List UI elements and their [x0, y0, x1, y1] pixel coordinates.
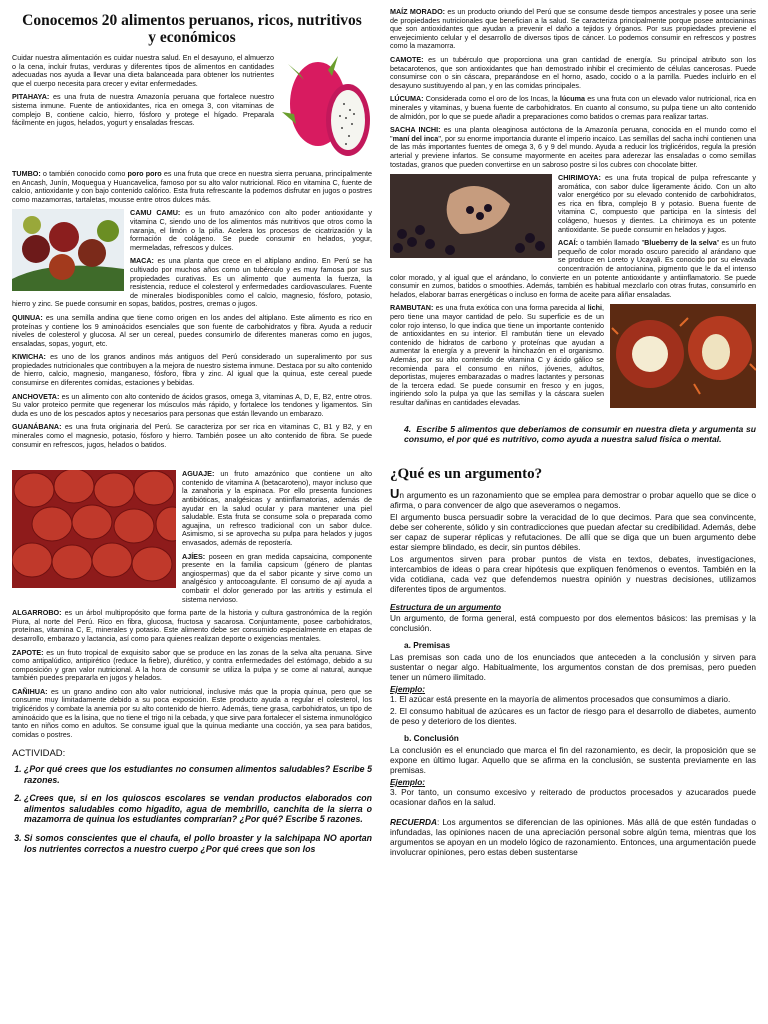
right-column — [390, 8, 756, 865]
chirimoya-text: CHIRIMOYA: es una fruta tropical de pulpa refrescante y aromática, con sabor dulce ligeramente ácido. Con un alto valor energético por su elevado contenido de carbohidratos, es rica en fibra, complejo B y potasio. Buena fuente de vitamina C, compuesto que participa en la síntesis del colágeno, huesos y dientes. La chirimoya es un potente antioxidante. Se puede consumir en helados y jugos. — [558, 173, 756, 234]
rambutan-image — [610, 304, 756, 413]
conclusion-example: 3. Por tanto, un consumo excesivo y reiterado de productos procesados y azucarados puede ocasionar daños en la salud. — [390, 786, 756, 807]
activity-section — [12, 749, 372, 854]
activity-heading: ACTIVIDAD: — [12, 748, 66, 760]
lucuma-text: LÚCUMA: Considerada como el oro de los Incas, la lúcuma es una fruta con un elevado valor nutricional, rica en minerales y vitaminas, y buena fuente de carbohidratos. En cuanto al consumo, su pulpa tiene un alto contenido de almidón, por lo que se puede añadir a preparaciones como batidos o cremas para realizar tartas. — [390, 94, 756, 121]
conclusion-heading: b. Conclusión — [404, 732, 459, 743]
aguaje-text: AGUAJE: un fruto amazónico que contiene un alto contenido de vitamina A (betacaroteno), mayor incluso que la zanahoria y la espinaca. Por ello presenta funciones antibióticas, analgésicas y antiinflamatorias, además de ayudar en la salud ocular y para mantener una piel saludable. Esta fruta se consume sola o preparada como aguajina, un refresco tradicional con un sabor dulce. Asimismo, si se aprovecha su pulpa para helados y jugos envasados, además de repostería. — [182, 469, 372, 547]
ajies-text: AJÍES: poseen en gran medida capsaicina, componente presente en la familia capsicum (género de plantas angiospermas) que da el sabor picante y sirve como un analgésico y antocoagulante. El consumo de ají ayuda a combatir el dolor generado por las artritis y estimula el sistema nervioso. — [182, 551, 372, 604]
tumbo-text: TUMBO: o también conocido como poro poro es una fruta que crece en nuestra sierra peruana, principalmente en Ancash, Junín, Moquegua y Huancavelica, famoso por su alto valor nutricional. Rico en vitamina C, fuente de calcio, antioxidante y con bajo contenido calórico. Esta fruta refrescante la podemos disfrutar en jugos o postres como mazamorras, tartaletas, mousse entre otros dulces más. — [12, 169, 373, 204]
activity-item-2: 2. ¿Crees que, si en los quioscos escolares se vendan productos elaborados con alimentos saludables como higadito, agua de membrillo, canchita de la sierra o mazamorra de quinua los estudiantes comprarían? ¿Por qué? Escribe 5 razones. — [24, 793, 372, 825]
conclusion-text: La conclusión es el enunciado que marca el fin del razonamiento, es decir, la proposición que se expone en último lugar. Aquello que se afirma en la conclusión, se sustenta previamente en las premisas. — [390, 744, 756, 775]
conclusion-example-label: Ejemplo: — [390, 776, 426, 787]
activity-item-4: 4. Escribe 5 alimentos que deberíamos de consumir en nuestra dieta y argumenta su consumo, el por qué es nutritivo, como ayuda a nuestra salud física o mental. — [404, 423, 756, 444]
premisas-example-label: Ejemplo: — [390, 683, 426, 694]
rambutan-text: RAMBUTAN: es una fruta exótica con una forma parecida al lichi, pero tiene una mayor cantidad de pelo. Su superficie es de un color rojo intenso, lo que indica que tiene un importante contenido de antioxidantes en su interior. El rambután tiene un elevado contenido de hidratos de carbono y proteínas que ayudan a aumentar la energía y a prevenir la hinchazón en el organismo. Además, por su alto contenido de vitamina C y ácido gálico se recomienda para el consumo en niños, jóvenes, adultos, deportistas, mujeres embarazadas o madres lactantes y personas de la tercera edad. Se puede consumir en fresco y en jugos, ingiriendo solo la pulpa ya que las semillas y la cáscara suelen resultar dañinas en cantidades elevadas. — [390, 303, 604, 407]
maiz-morado-text: MAÍZ MORADO: es un producto oriundo del Perú que se consume desde tiempos ancestrales y posee una serie de propiedades nutricionales que benefician a la salud. Se caracteriza principalmente porque posee antocianinas que son antioxidantes que ayudan a prevenir el daño a tejidos y órganos. Por sus propiedades previene el envejecimiento celular y el desarrollo de diversos tipos de cáncer. Lo podemos consumir en refrescos y postres como la mazamorra. — [390, 7, 756, 51]
intro-text: Cuidar nuestra alimentación es cuidar nuestra salud. En el desayuno, el almuerzo o la cena, incluir frutas, verduras y diferentes tipos de alimentos en cantidades adecuadas nos ayuda a llevar una dieta balanceada para obtener los nutrientes que el cuerpo necesita para crecer y evitar enfermedades. — [12, 53, 274, 88]
argument-p2: El argumento busca persuadir sobre la veracidad de lo que decimos. Para que sea convincente, debe ser coherente, sólido y sin contradicciones que puedan afectar su credibilidad. Además, debe ser capaz de superar réplicas y refutaciones. De allí que se diga que un buen argumento debe estar siempre blindado, es decir, sin puntos débiles. — [390, 511, 756, 552]
recuerda-note: RECUERDA: Los argumentos se diferencian de las opiniones. Más allá de que estén fundadas o infundadas, las opiniones nacen de una apreciación personal sobre algún tema, mientras que los argumentos se apoyan en un modelo lógico de razonamiento. Entonces, una argumentación puede involucrar opiniones, pero estas deben sustentarse — [390, 816, 756, 857]
canihua-text: CAÑIHUA: es un grano andino con alto valor nutricional, inclusive más que la propia quinua, pero que se consume muy limitadamente debido a su poca exposición. Este producto ayuda a regular el colesterol, los triglicéridos y combate la anemia por su alto contenido de hierro. Además, tiene grasa, carbohidratos, un tipo de aminoácido que es la lisina, que no tiene el trigo ni la cebada, y que sirve para fortalecer el sistema inmunológico tanto en niños como en adultos. Se consume igual que la quinua mediante una cocción, ya sea para batidos, comidas o postres. — [12, 686, 372, 739]
acai-image — [390, 174, 552, 263]
argument-p3: Los argumentos sirven para probar puntos de vista en textos, debates, investigaciones, intercambios de ideas o para crear hipótesis que expliquen fenómenos o eventos. También en la vida cotidiana, cada vez que defendemos nuestra opinión y nuestras decisiones, utilizamos diferentes tipos de argumentos. — [390, 553, 756, 594]
camu-camu-text: CAMU CAMU: es un fruto amazónico con alto poder antioxidante y vitamina C, siendo uno de los alimentos más nutritivos que otros como la naranja, el limón o la piña. Acelera los procesos de cicatrización y la formación de colágeno. Se puede consumir en helados, yogur, mermeladas, refrescos y dulces. — [130, 208, 372, 252]
algarrobo-text: ALGARROBO: es un árbol multipropósito que forma parte de la historia y cultura gastronómica de la región Piura, al norte del Perú. Rico en fibra, glucosa, fructosa y sacarosa. Conjuntamente, posee carbohidratos, proteínas, vitamina C, E, minerales y potasio. Este alimento debe ser consumido especialmente en etapas de desarrollo, embarazo y lactancia, así como para quienes realizan deporte o exigencias mentales. — [12, 608, 372, 643]
camote-text: CAMOTE: es un tubérculo que proporciona una gran cantidad de energía. Su principal atributo son los betacarotenos, que son antioxidantes que han demostrado inhibir el crecimiento de células cancerosas. Puede consumirse con o sin cáscara, preparándose en el horno, asado, cocido o a la parrilla. Puedes incluirlo en el desayuno sustituyendo al pan, y en las comidas principales. — [390, 54, 756, 90]
premisas-heading: a. Premisas — [404, 639, 451, 650]
aguaje-image — [12, 470, 176, 593]
pitahaya-text: PITAHAYA: es una fruta de nuestra Amazonía peruana que fortalece nuestro sistema inmune. Fuente de antioxidantes, rica en omega 3, con vitaminas de complejo B, contiene calcio, hierro, fósforo y protege el hígado. Preparala fácilmente en jugos, helados, yogurt y ensaladas frescas. — [12, 92, 274, 128]
premisas-text: Las premisas son cada uno de los enunciados que anteceden a la conclusión y sirven para sustentar o negar algo. Habitualmente, los argumentos constan de dos premisas, pero pueden tener un número ilimitado. — [390, 651, 756, 682]
argument-heading: ¿Qué es un argumento? — [390, 465, 543, 482]
quinua-text: QUINUA: es una semilla andina que tiene como origen en los andes del altiplano. Este alimento es rico en proteínas y contiene los 9 aminoácidos esenciales que son fuente de carbohidratos y fibra. Ayuda a reducir niveles de colesterol y glucosa. Al ser un cereal, puedes consumirlo de diferentes maneras como en jugos, ensaladas, sopas, yogurt, etc. — [12, 312, 372, 348]
sacha-inchi-text: SACHA INCHI: es una planta oleaginosa autóctona de la Amazonía peruana, conocida en el mundo como el "maní del inca", por su enorme importancia durante el imperio incaico. Las semillas del sacha inchi contienen una de las más importantes fuentes de omega 3, 6 y 9 del mundo. Ayuda a reducir los triglicéridos, regula la presión arterial y previene infartos. Se consume mayormente en aceites para aderezar las ensaladas o como semillas tostadas, granos que pueden convertirse en un sabroso postre si los cubres con chocolate bitter. — [390, 125, 756, 169]
guanabana-text: GUANÁBANA: es una fruta originaria del Perú. Se caracteriza por ser rica en vitaminas C, B1 y B2, y en minerales como el magnesio, potasio, fósforo y hierro. También posee un alto contenido de fibra. Se puede consumir en refrescos, jugos, helados o batidos. — [12, 422, 372, 449]
activity-item-3: 3. Si somos conscientes que el chaufa, el pollo broaster y la salchipapa NO aportan los nutrientes correctos a nuestro cuerpo ¿Por qué crees que son los — [24, 833, 372, 854]
page-title: Conocemos 20 alimentos peruanos, ricos, nutritivos y económicos — [22, 12, 362, 46]
acai-text: ACAÍ: o también llamado "Blueberry de la selva" es un fruto pequeño de color morado oscuro parecido al arándano que se produce en Loreto y Ucayali. Es conocido por su elevada concentración de antocianina, pigmento que le da el intenso color morado, y al igual que el arándano, lo convierte en un potente antioxidante y antiinflamatorio. Se puede consumir en zumos, batidos o smoothies. Además, también es habitual mezclarlo con otras frutas, consumirlo en helados, elaborar barras energéticas o incluso en forma de aceite para aliñar ensaladas. — [390, 238, 756, 299]
structure-text: Un argumento, de forma general, está compuesto por dos elementos básicos: las premisas y la conclusión. — [390, 612, 756, 633]
pitahaya-image — [280, 54, 372, 167]
argument-intro: Un argumento es un razonamiento que se emplea para demostrar o probar aquello que se dice o afirma, o para convencer de algo que aseveramos o negamos. — [390, 485, 756, 510]
camu-camu-image — [12, 209, 124, 296]
kiwicha-text: KIWICHA: es uno de los granos andinos más antiguos del Perú considerado un superalimento por sus propiedades nutricionales que contribuyen a la mejora de nuestro sistema inmune. Destaca por su alto contenido de hierro, calcio, magnesio, manganeso, fósforo, fibra y zinc. Al igual que la quinua, este cereal puede consumirse en diferentes comidas, estaciones y bebidas. — [12, 352, 372, 388]
structure-heading: Estructura de un argumento — [390, 601, 502, 612]
activity-list — [12, 764, 372, 854]
anchoveta-text: ANCHOVETA: es un alimento con alto contenido de ácidos grasos, omega 3, vitaminas A, D, E, B2, entre otros. Su valor proteico permite que regenerar los músculos más rápido, y fortalece los tendones y ligamentos. Sin duda es uno de los pescados aptos y necesarios para personas que están llevando un embarazo. — [12, 391, 372, 418]
premisa-example-2: 2. El consumo habitual de azúcares es un factor de riesgo para el desarrollo de diabetes, aumento de peso y deterioro de los dientes. — [390, 705, 756, 726]
activity-item-1: 1. ¿Por qué crees que los estudiantes no consumen alimentos saludables? Escribe 5 razones. — [24, 764, 372, 785]
left-column — [12, 0, 372, 862]
premisa-example-1: 1. El azúcar está presente en la mayoría de alimentos procesados que consumimos a diario. — [390, 693, 731, 704]
maca-text: MACA: es una planta que crece en el altiplano andino. En Perú se ha cultivado por muchos años como un tubérculo y es muy famosa por sus propiedades curativas. Es un alimento que aumenta la fuerza, la resistencia, reduce el colesterol y enfermedades cardiovasculares. Fuente de minerales biodisponibles como el calcio, magnesio, fósforo, potasio, hierro y zinc. Se puede consumir en sopas, batidos, postres, cremas o jugos. — [12, 256, 372, 309]
zapote-text: ZAPOTE: es un fruto tropical de exquisito sabor que se produce en las zonas de la selva alta peruana. Sirve como antipalúdico, antipirético (reduce la fiebre), diurético, y contra enfermedades del estómago, debido a su composición y gran valor nutricional. A la hora de consumir se utiliza la pulpa y se come al natural, aunque también puedes prepararla en jugos y helados. — [12, 647, 372, 683]
